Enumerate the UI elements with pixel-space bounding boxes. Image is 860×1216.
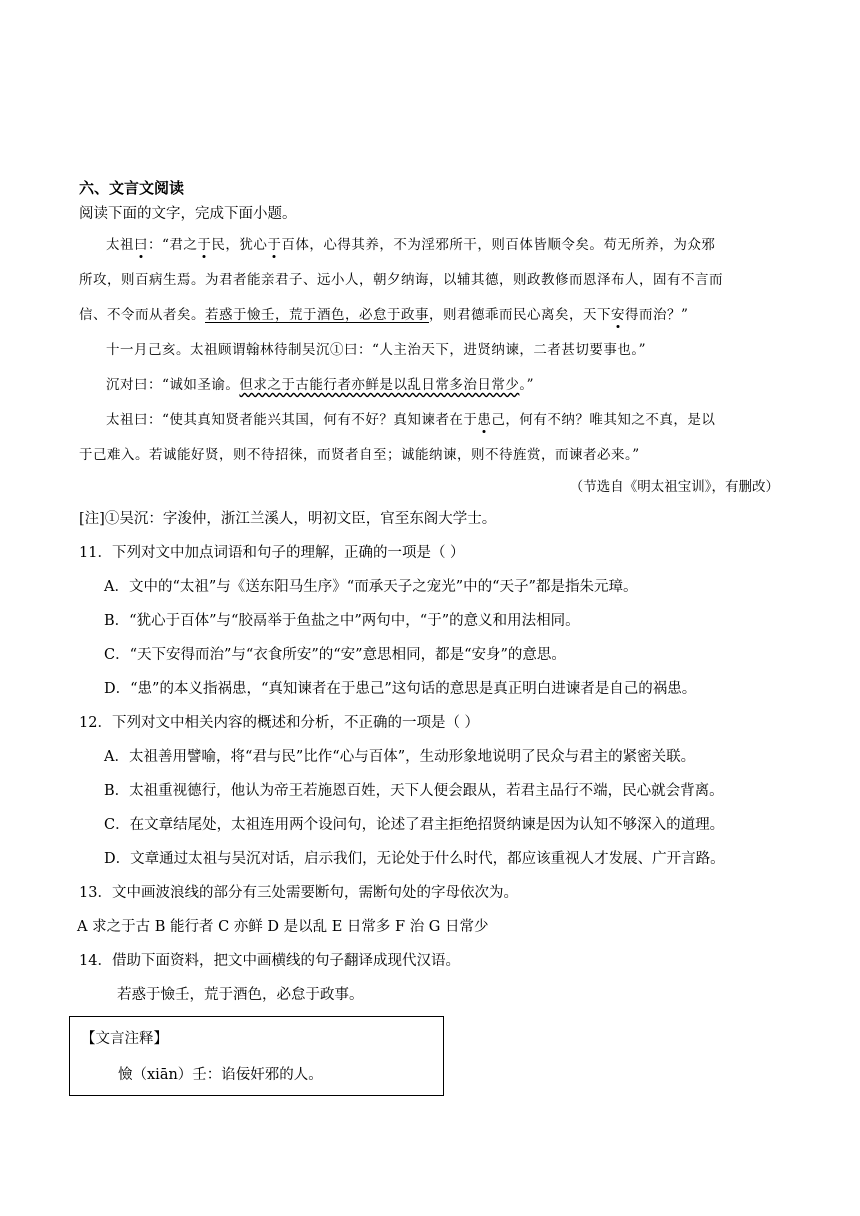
- section-title: 六、文言文阅读: [79, 179, 185, 197]
- text-span: 太祖: [106, 237, 134, 253]
- annotation-box: [69, 1016, 444, 1096]
- question-13-choices: A 求之于古 B 能行者 C 亦鲜 D 是以乱 E 日常多 F 治 G 日常少: [77, 919, 489, 935]
- passage-line: 于己难入。若诚能好贤，则不待招徕，而贤者自至；诚能纳谏，则不待旌赏，而谏者必来。”: [79, 447, 640, 463]
- dotted-word: 患: [477, 412, 492, 428]
- passage-source: （节选自《明太祖宝训》，有删改）: [569, 479, 779, 495]
- wavy-underlined-text: 但求之于古能行者亦鲜是以乱日常多治日常少: [239, 377, 520, 393]
- dotted-word: 于: [267, 237, 282, 253]
- question-14-stem: 14．借助下面资料，把文中画横线的句子翻译成现代汉语。: [79, 953, 460, 969]
- text-span: 。”: [519, 377, 535, 393]
- question-11-stem: 11．下列对文中加点词语和句子的理解，正确的一项是（ ）: [79, 545, 465, 561]
- text-span: 太祖曰：“使其真知贤者能兴其国，何有不好？真知谏者在于: [106, 412, 478, 428]
- dotted-word: 安: [611, 307, 625, 323]
- passage-paragraph-2: 十一月己亥。太祖顾谓翰林待制吴沉①曰：“人主治天下，进贤纳谏，二者甚切要事也。”: [106, 342, 647, 358]
- classical-passage: [79, 236, 779, 497]
- text-span: 己，何有不纳？唯其知之不真，是以: [491, 412, 716, 428]
- dotted-word: 曰: [134, 237, 148, 253]
- text-span: 百体，心得其养，不为淫邪所干，则百体皆顺令矣。苟无所养，为众邪: [281, 237, 716, 253]
- document-page: [79, 178, 779, 1019]
- question-13-stem: 13．文中画波浪线的部分有三处需要断句，需断句处的字母依次为。: [79, 885, 518, 901]
- question-11-option-a: A．文中的“太祖”与《送东阳马生序》“而承天子之宠光”中的“天子”都是指朱元璋。: [104, 579, 638, 595]
- text-span: ：“君之: [148, 237, 198, 253]
- instruction-text: 阅读下面的文字，完成下面小题。: [79, 206, 297, 222]
- text-span: ，则君德乖而民心离矣，天下: [429, 307, 611, 323]
- question-12-option-a: A．太祖善用譬喻，将“君与民”比作“心与百体”，生动形象地说明了民众与君主的紧密关联。: [104, 749, 696, 765]
- question-11-option-c: C．“天下安得而治”与“衣食所安”的“安”意思相同，都是“安身”的意思。: [104, 647, 566, 663]
- text-span: 民，犹心: [211, 237, 268, 253]
- underlined-sentence: 若惑于憸壬，荒于酒色，必怠于政事: [205, 307, 429, 323]
- question-12-option-b: B．太祖重视德行，他认为帝王若施恩百姓，天下人便会跟从，若君主品行不端，民心就会背离。: [104, 783, 724, 799]
- dotted-word: 于: [197, 237, 212, 253]
- passage-paragraph-1: [79, 236, 779, 325]
- text-span: 得而治？”: [625, 307, 689, 323]
- annotation-text: 憸（xiān）壬：谄佞奸邪的人。: [118, 1067, 323, 1083]
- passage-line: [79, 411, 779, 430]
- passage-line: [52, 306, 779, 325]
- text-span: 信、不令而从者矣。: [79, 307, 205, 323]
- passage-line: 所攻，则百病生焉。为君者能亲君子、远小人，朝夕纳诲，以辅其德，则政教修而恩泽布人，固有不言而: [79, 272, 723, 288]
- question-12-option-c: C．在文章结尾处，太祖连用两个设问句，论述了君主拒绝招贤纳谏是因为认知不够深入的道理。: [104, 817, 725, 833]
- passage-line: [79, 236, 779, 255]
- text-span: 沉对曰：“诚如圣谕。: [106, 377, 240, 393]
- question-11-option-d: D．“患”的本义指祸患，“真知谏者在于患己”这句话的意思是真正明白进谏者是自己的祸患。: [104, 681, 697, 697]
- annotation-title: 【文言注释】: [81, 1031, 168, 1047]
- question-12-option-d: D．文章通过太祖与吴沉对话，启示我们，无论处于什么时代，都应该重视人才发展、广开言路。: [104, 851, 725, 867]
- passage-paragraph-4: [79, 411, 779, 465]
- question-12-stem: 12．下列对文中相关内容的概述和分析，不正确的一项是（ ）: [79, 715, 480, 731]
- question-14-sentence: 若惑于憸壬，荒于酒色，必怠于政事。: [117, 987, 364, 1003]
- question-11-option-b: B．“犹心于百体”与“胶鬲举于鱼盐之中”两句中，“于”的意义和用法相同。: [104, 613, 580, 629]
- footnote: [注]①吴沉：字浚仲，浙江兰溪人，明初文臣，官至东阁大学士。: [79, 511, 497, 527]
- passage-paragraph-3: [79, 376, 779, 395]
